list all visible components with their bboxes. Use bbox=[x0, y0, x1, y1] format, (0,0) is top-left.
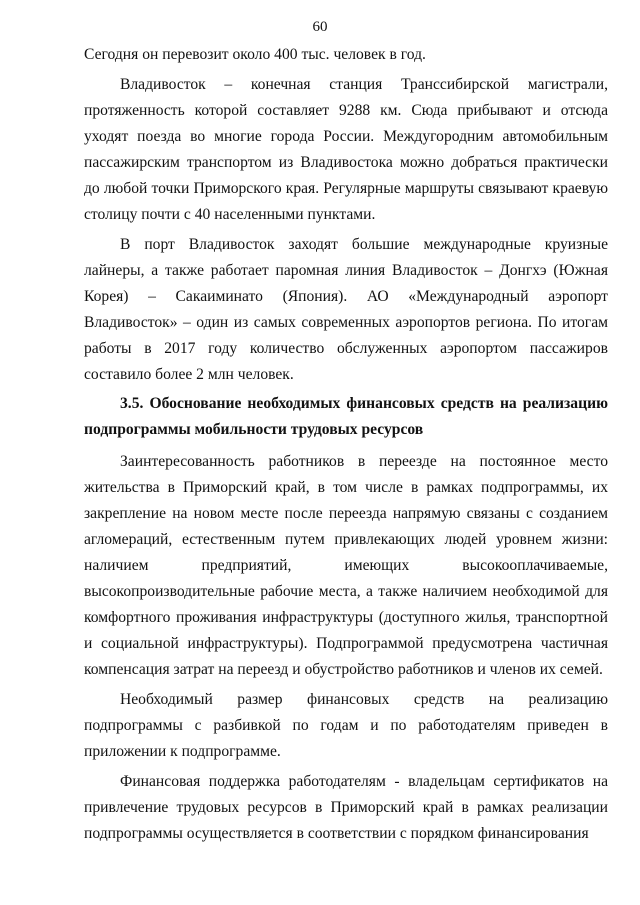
document-body bbox=[84, 42, 608, 851]
paragraph-continuation: Сегодня он перевозит около 400 тыс. человек в год. bbox=[84, 46, 426, 63]
paragraph-financial-size: Необходимый размер финансовых средств на реализацию подпрограммы с разбивкой по годам и по работодателям приведен в приложении к подпрограмме. bbox=[84, 691, 608, 760]
page-number: 60 bbox=[312, 19, 328, 35]
paragraph-port-airport: В порт Владивосток заходят большие международные круизные лайнеры, а также работает паромная линия Владивосток – Донгхэ (Южная Корея) – Сакаиминато (Япония). АО «Международный аэропорт Владивосток» – один из самых современных аэропортов региона. По итогам работы в 2017 году количество обслуженных аэропортом пассажиров составило более 2 млн человек. bbox=[84, 236, 608, 383]
paragraph-worker-interest: Заинтересованность работников в переезде на постоянное место жительства в Приморский край, в том числе в рамках подпрограммы, их закрепление на новом месте после переезда напрямую связаны с созданием агломераций, естественным путем привлекающих людей уровнем жизни: наличием предприятий, имеющих высокооплачиваемые, высокопроизводительные рабочие места, а также наличием необходимой для комфортного проживания инфраструктуры (доступного жилья, транспортной и социальной инфраструктуры). Подпрограммой предусмотрена частичная компенсация затрат на переезд и обустройство работников и членов их семей. bbox=[84, 453, 608, 678]
section-heading: 3.5. Обоснование необходимых финансовых средств на реализацию подпрограммы мобильности трудовых ресурсов bbox=[84, 395, 608, 438]
paragraph-vladivostok-station: Владивосток – конечная станция Транссибирской магистрали, протяженность которой составляет 9288 км. Сюда прибывают и отсюда уходят поезда во многие города России. Междугородним автомобильным пассажирским транспортом из Владивостока можно добраться практически до любой точки Приморского края. Регулярные маршруты связывают краевую столицу почти с 40 населенными пунктами. bbox=[84, 76, 608, 223]
paragraph-financial-support: Финансовая поддержка работодателям - владельцам сертификатов на привлечение трудовых ресурсов в Приморский край в рамках реализации подпрограммы осуществляется в соответствии с порядком финансирования bbox=[84, 773, 608, 842]
